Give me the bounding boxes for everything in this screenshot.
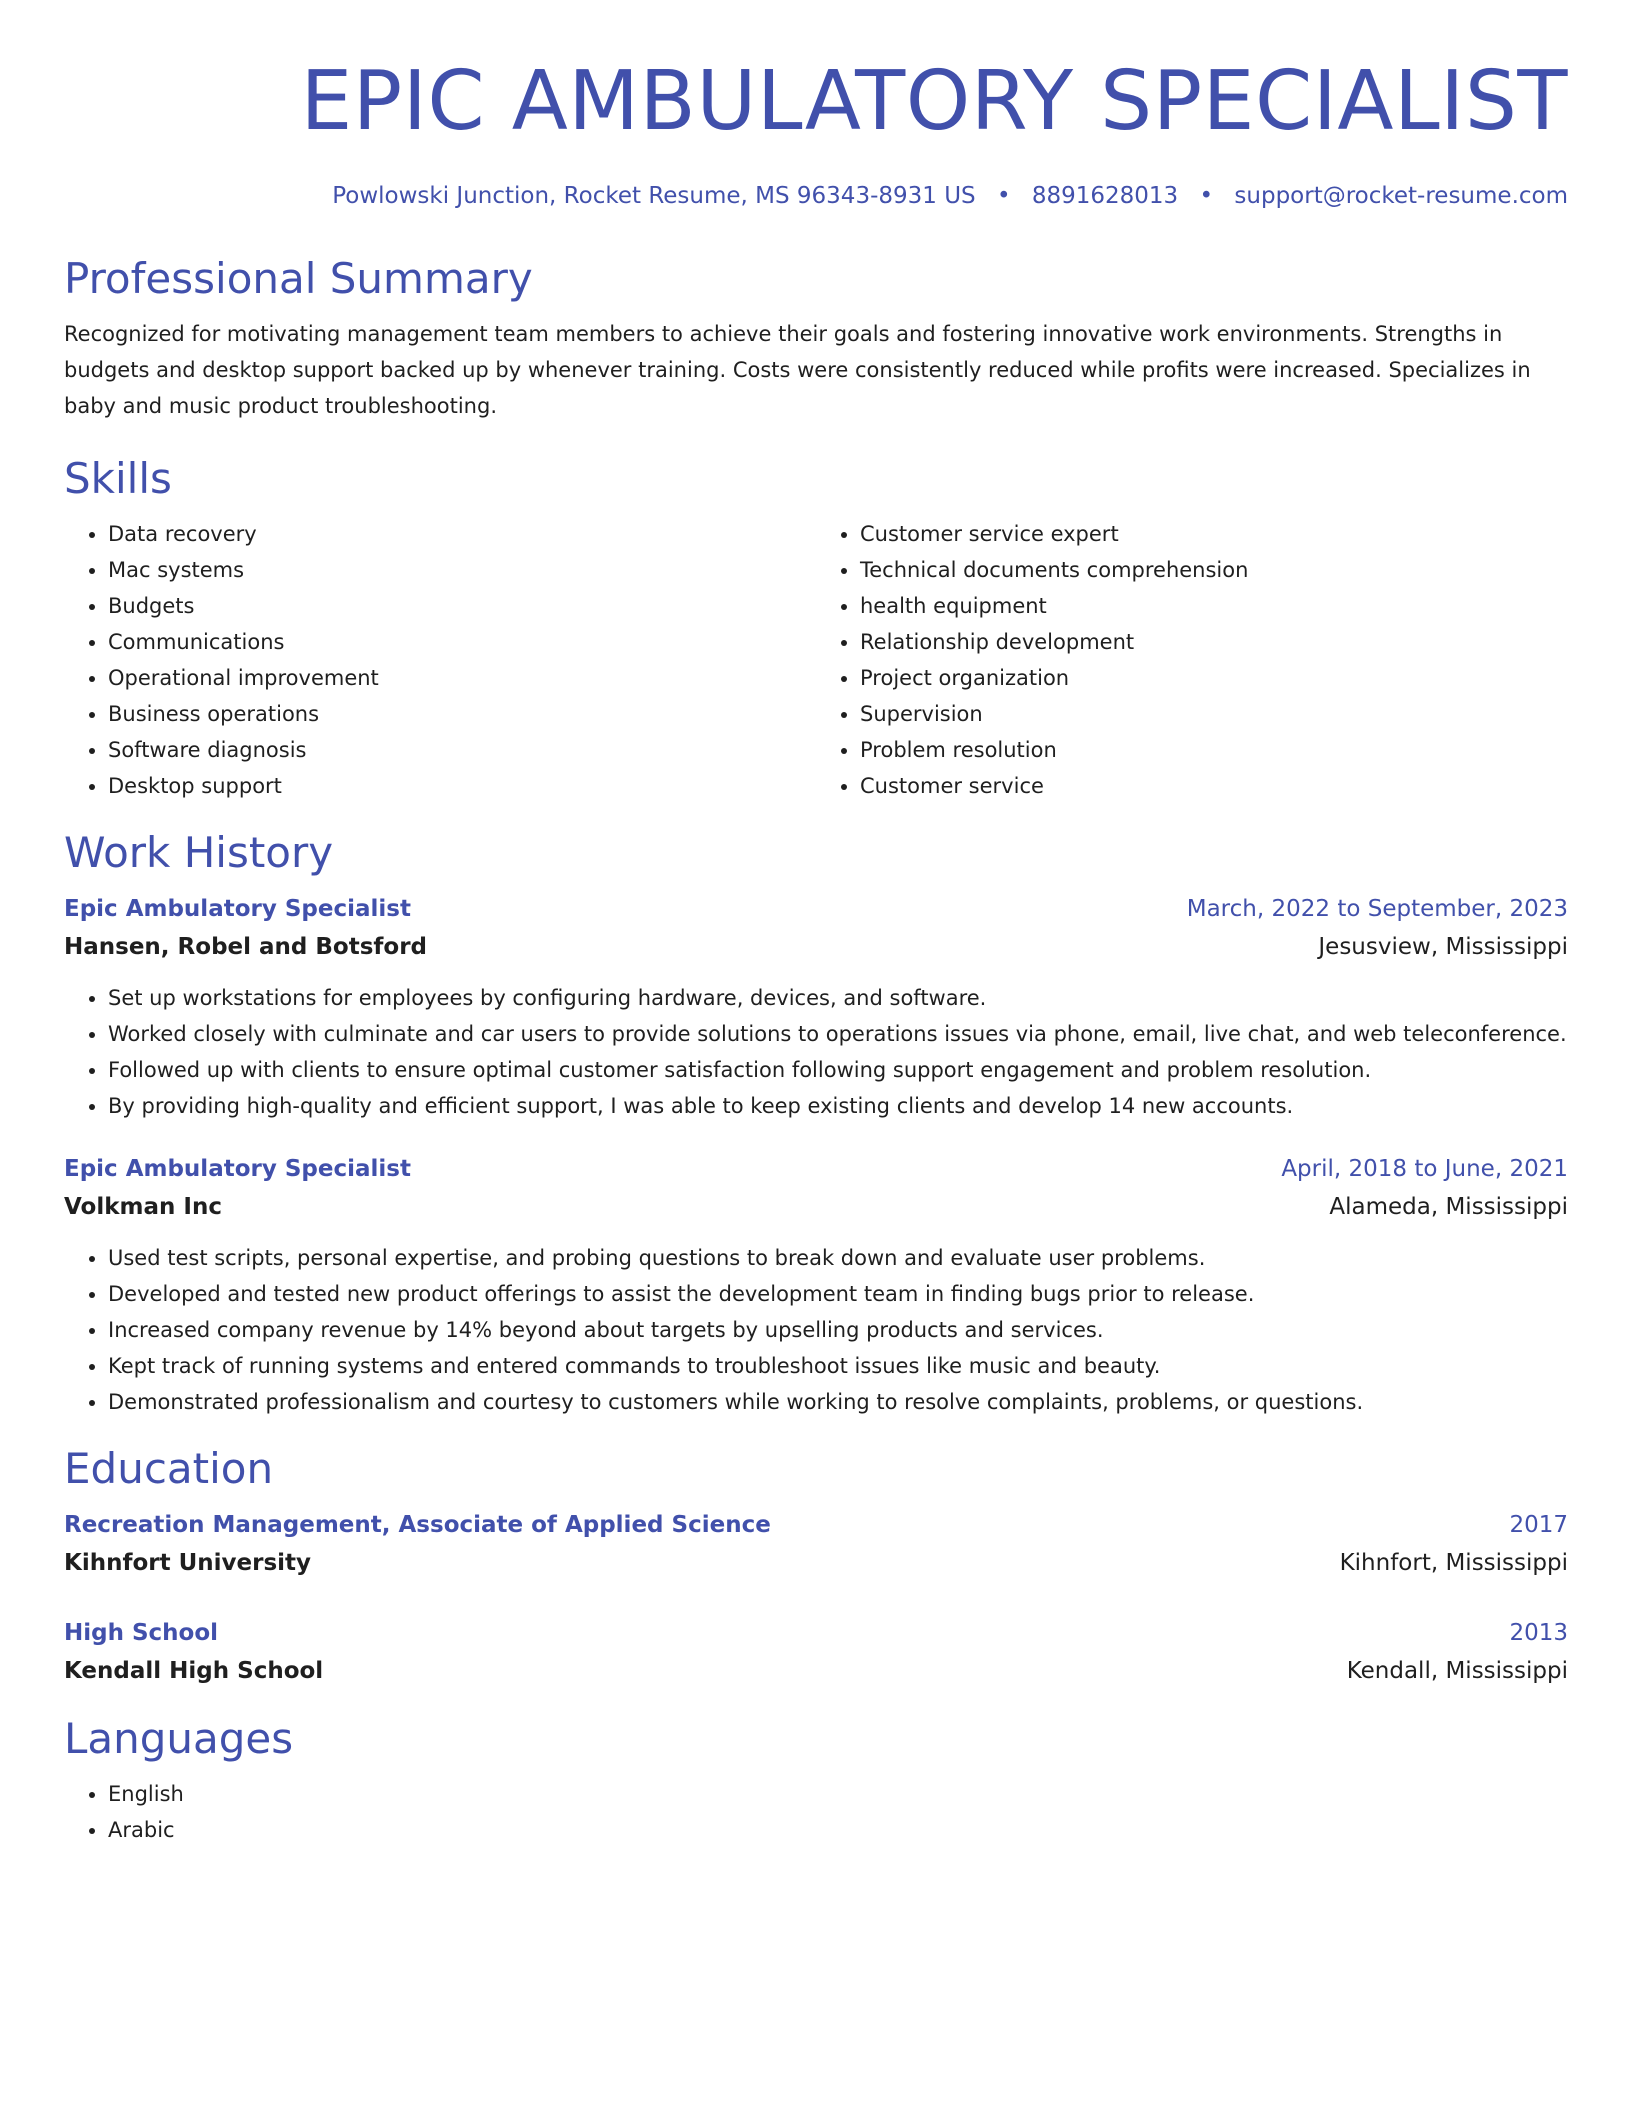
list-item: • Communications bbox=[108, 624, 816, 660]
education-school-row bbox=[64, 1544, 1568, 1582]
skills-heading: Skills bbox=[64, 454, 172, 503]
job-entry bbox=[64, 1150, 1568, 1420]
list-item: • Followed up with clients to ensure optimal customer satisfaction following support engagement and problem resolution. bbox=[108, 1052, 1568, 1088]
list-item: • Software diagnosis bbox=[108, 732, 816, 768]
work-heading: Work History bbox=[64, 828, 334, 877]
list-item: • Business operations bbox=[108, 696, 816, 732]
list-item: • Increased company revenue by 14% beyond about targets by upselling products and services. bbox=[108, 1312, 1568, 1348]
skills-grid bbox=[64, 516, 1568, 804]
list-item: • Technical documents comprehension bbox=[860, 552, 1568, 588]
job-dates: March, 2022 to September, 2023 bbox=[1186, 896, 1568, 922]
education-entry bbox=[64, 1614, 1568, 1690]
job-bullets bbox=[64, 980, 1568, 1124]
list-item: • Relationship development bbox=[860, 624, 1568, 660]
list-item: • Developed and tested new product offerings to assist the development team in finding bugs prior to release. bbox=[108, 1276, 1568, 1312]
contact-separator: • bbox=[996, 183, 1011, 209]
list-item: • Problem resolution bbox=[860, 732, 1568, 768]
job-company-row bbox=[64, 1188, 1568, 1226]
education-degree: High School bbox=[64, 1620, 219, 1646]
skills-list-right bbox=[816, 516, 1568, 804]
contact-address: Powlowski Junction, Rocket Resume, MS 96343-8931 US bbox=[332, 183, 976, 209]
list-item: • Budgets bbox=[108, 588, 816, 624]
contact-separator: • bbox=[1199, 183, 1214, 209]
education-location: Kihnfort, Mississippi bbox=[1339, 1550, 1568, 1576]
languages-heading: Languages bbox=[64, 1714, 294, 1763]
education-degree-row bbox=[64, 1614, 1568, 1652]
education-location: Kendall, Mississippi bbox=[1346, 1658, 1568, 1684]
list-item: • Worked closely with culminate and car users to provide solutions to operations issues via phone, email, live chat, and web teleconference. bbox=[108, 1016, 1568, 1052]
job-title: Epic Ambulatory Specialist bbox=[64, 896, 411, 922]
list-item: • Operational improvement bbox=[108, 660, 816, 696]
list-item: • Supervision bbox=[860, 696, 1568, 732]
list-item: • Arabic bbox=[108, 1812, 1568, 1848]
job-dates: April, 2018 to June, 2021 bbox=[1281, 1156, 1568, 1182]
job-entry bbox=[64, 890, 1568, 1124]
job-company-row bbox=[64, 928, 1568, 966]
list-item: • Customer service bbox=[860, 768, 1568, 804]
summary-heading: Professional Summary bbox=[64, 254, 533, 303]
list-item: • Project organization bbox=[860, 660, 1568, 696]
list-item: • health equipment bbox=[860, 588, 1568, 624]
list-item: • Data recovery bbox=[108, 516, 816, 552]
list-item: • Used test scripts, personal expertise, and probing questions to break down and evaluate user problems. bbox=[108, 1240, 1568, 1276]
page-title: EPIC AMBULATORY SPECIALIST bbox=[300, 54, 1568, 149]
list-item: • English bbox=[108, 1776, 1568, 1812]
list-item: • By providing high-quality and efficient support, I was able to keep existing clients and develop 14 new accounts. bbox=[108, 1088, 1568, 1124]
education-school: Kendall High School bbox=[64, 1658, 324, 1684]
job-title-row bbox=[64, 1150, 1568, 1188]
education-entry bbox=[64, 1506, 1568, 1582]
education-school: Kihnfort University bbox=[64, 1550, 312, 1576]
languages-list bbox=[64, 1776, 1568, 1848]
summary-text: Recognized for motivating management team members to achieve their goals and fostering innovative work environments. Strengths in budgets and desktop support backed up by whenever training. Costs were consistently reduced while profits were increased. Specializes in baby and music product troubleshooting. bbox=[64, 322, 1531, 418]
job-company: Volkman Inc bbox=[64, 1194, 222, 1220]
contact-email[interactable]: support@rocket-resume.com bbox=[1234, 183, 1568, 209]
education-year: 2017 bbox=[1509, 1512, 1568, 1538]
education-heading: Education bbox=[64, 1444, 274, 1493]
education-degree-row bbox=[64, 1506, 1568, 1544]
education-year: 2013 bbox=[1509, 1620, 1568, 1646]
list-item: • Demonstrated professionalism and courtesy to customers while working to resolve complaints, problems, or questions. bbox=[108, 1384, 1568, 1420]
contact-line bbox=[64, 180, 1568, 212]
job-title: Epic Ambulatory Specialist bbox=[64, 1156, 411, 1182]
skills-list-left bbox=[64, 516, 816, 804]
contact-phone: 8891628013 bbox=[1031, 183, 1179, 209]
job-bullets bbox=[64, 1240, 1568, 1420]
list-item: • Kept track of running systems and entered commands to troubleshoot issues like music and beauty. bbox=[108, 1348, 1568, 1384]
education-degree: Recreation Management, Associate of Applied Science bbox=[64, 1512, 771, 1538]
list-item: • Mac systems bbox=[108, 552, 816, 588]
job-title-row bbox=[64, 890, 1568, 928]
list-item: • Customer service expert bbox=[860, 516, 1568, 552]
education-school-row bbox=[64, 1652, 1568, 1690]
list-item: • Set up workstations for employees by configuring hardware, devices, and software. bbox=[108, 980, 1568, 1016]
job-company: Hansen, Robel and Botsford bbox=[64, 934, 428, 960]
list-item: • Desktop support bbox=[108, 768, 816, 804]
job-location: Alameda, Mississippi bbox=[1329, 1194, 1568, 1220]
job-location: Jesusview, Mississippi bbox=[1318, 934, 1568, 960]
